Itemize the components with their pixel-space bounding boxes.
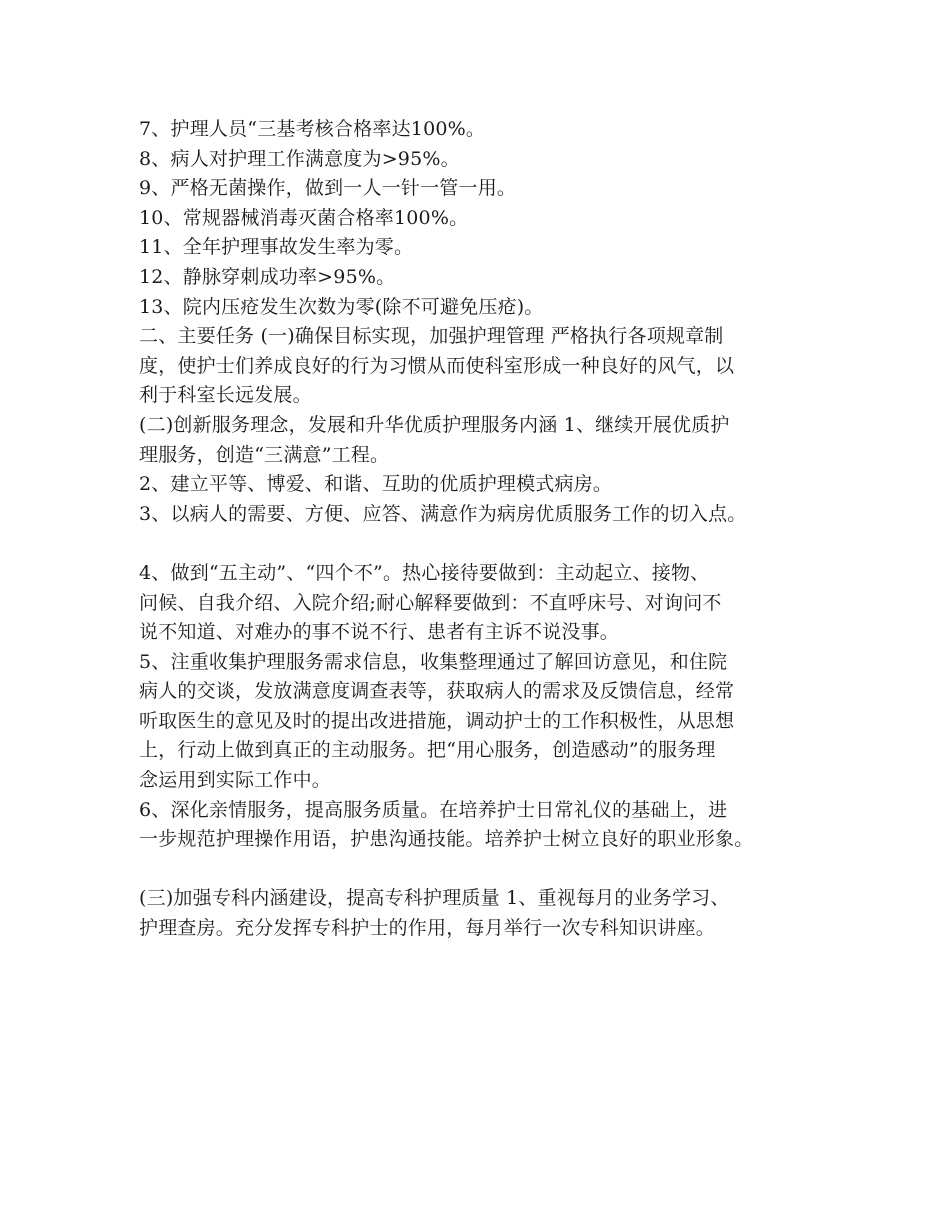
text-line: 9、严格无菌操作，做到一人一针一管一用。 [139, 177, 517, 200]
text-line: 一步规范护理操作用语，护患沟通技能。培养护士树立良好的职业形象。 [139, 828, 754, 851]
paragraph-gap [139, 855, 829, 885]
text-line: (二)创新服务理念，发展和升华优质护理服务内涵 1、继续开展优质护 [139, 413, 730, 436]
text-line: 8、病人对护理工作满意度为>95%。 [139, 147, 460, 170]
text-line: 3、以病人的需要、方便、应答、满意作为病房优质服务工作的切入点。 [139, 502, 747, 525]
text-line: (三)加强专科内涵建设，提高专科护理质量 1、重视每月的业务学习、 [139, 887, 730, 910]
text-line: 2、建立平等、博爱、和谐、互助的优质护理模式病房。 [139, 473, 613, 496]
text-line: 11、全年护理事故发生率为零。 [139, 236, 414, 259]
text-line: 7、护理人员“三基考核合格率达100%。 [139, 118, 486, 140]
document-body [139, 115, 829, 944]
text-line: 说不知道、对难办的事不说不行、患者有主诉不说没事。 [139, 621, 620, 644]
text-line: 度，使护士们养成良好的行为习惯从而使科室形成一种良好的风气，以 [139, 354, 735, 377]
text-line: 12、静脉穿刺成功率>95%。 [139, 265, 396, 288]
text-line: 6、深化亲情服务，提高服务质量。在培养护士日常礼仪的基础上，进 [139, 798, 728, 821]
text-line: 13、院内压疮发生次数为零(除不可避免压疮)。 [139, 295, 544, 318]
text-line: 上，行动上做到真正的主动服务。把“用心服务，创造感动”的服务理 [139, 739, 716, 762]
text-line: 利于科室长远发展。 [139, 384, 312, 407]
text-line: 病人的交谈，发放满意度调查表等，获取病人的需求及反馈信息，经常 [139, 680, 735, 703]
paragraph-gap [139, 529, 829, 559]
text-line: 10、常规器械消毒灭菌合格率100%。 [139, 206, 469, 229]
text-line: 4、做到“五主动”、“四个不”。热心接待要做到：主动起立、接物、 [139, 561, 710, 584]
text-line: 听取医生的意见及时的提出改进措施，调动护士的工作积极性，从思想 [139, 709, 735, 732]
text-line: 5、注重收集护理服务需求信息，收集整理通过了解回访意见，和住院 [139, 650, 728, 673]
text-line: 问候、自我介绍、入院介绍;耐心解释要做到：不直呼床号、对询问不 [139, 591, 722, 614]
text-line: 二、主要任务 (一)确保目标实现，加强护理管理 严格执行各项规章制 [139, 325, 724, 348]
text-line: 理服务，创造“三满意”工程。 [139, 443, 390, 466]
text-line: 念运用到实际工作中。 [139, 769, 332, 792]
text-line: 护理查房。充分发挥专科护士的作用，每月举行一次专科知识讲座。 [139, 917, 716, 940]
